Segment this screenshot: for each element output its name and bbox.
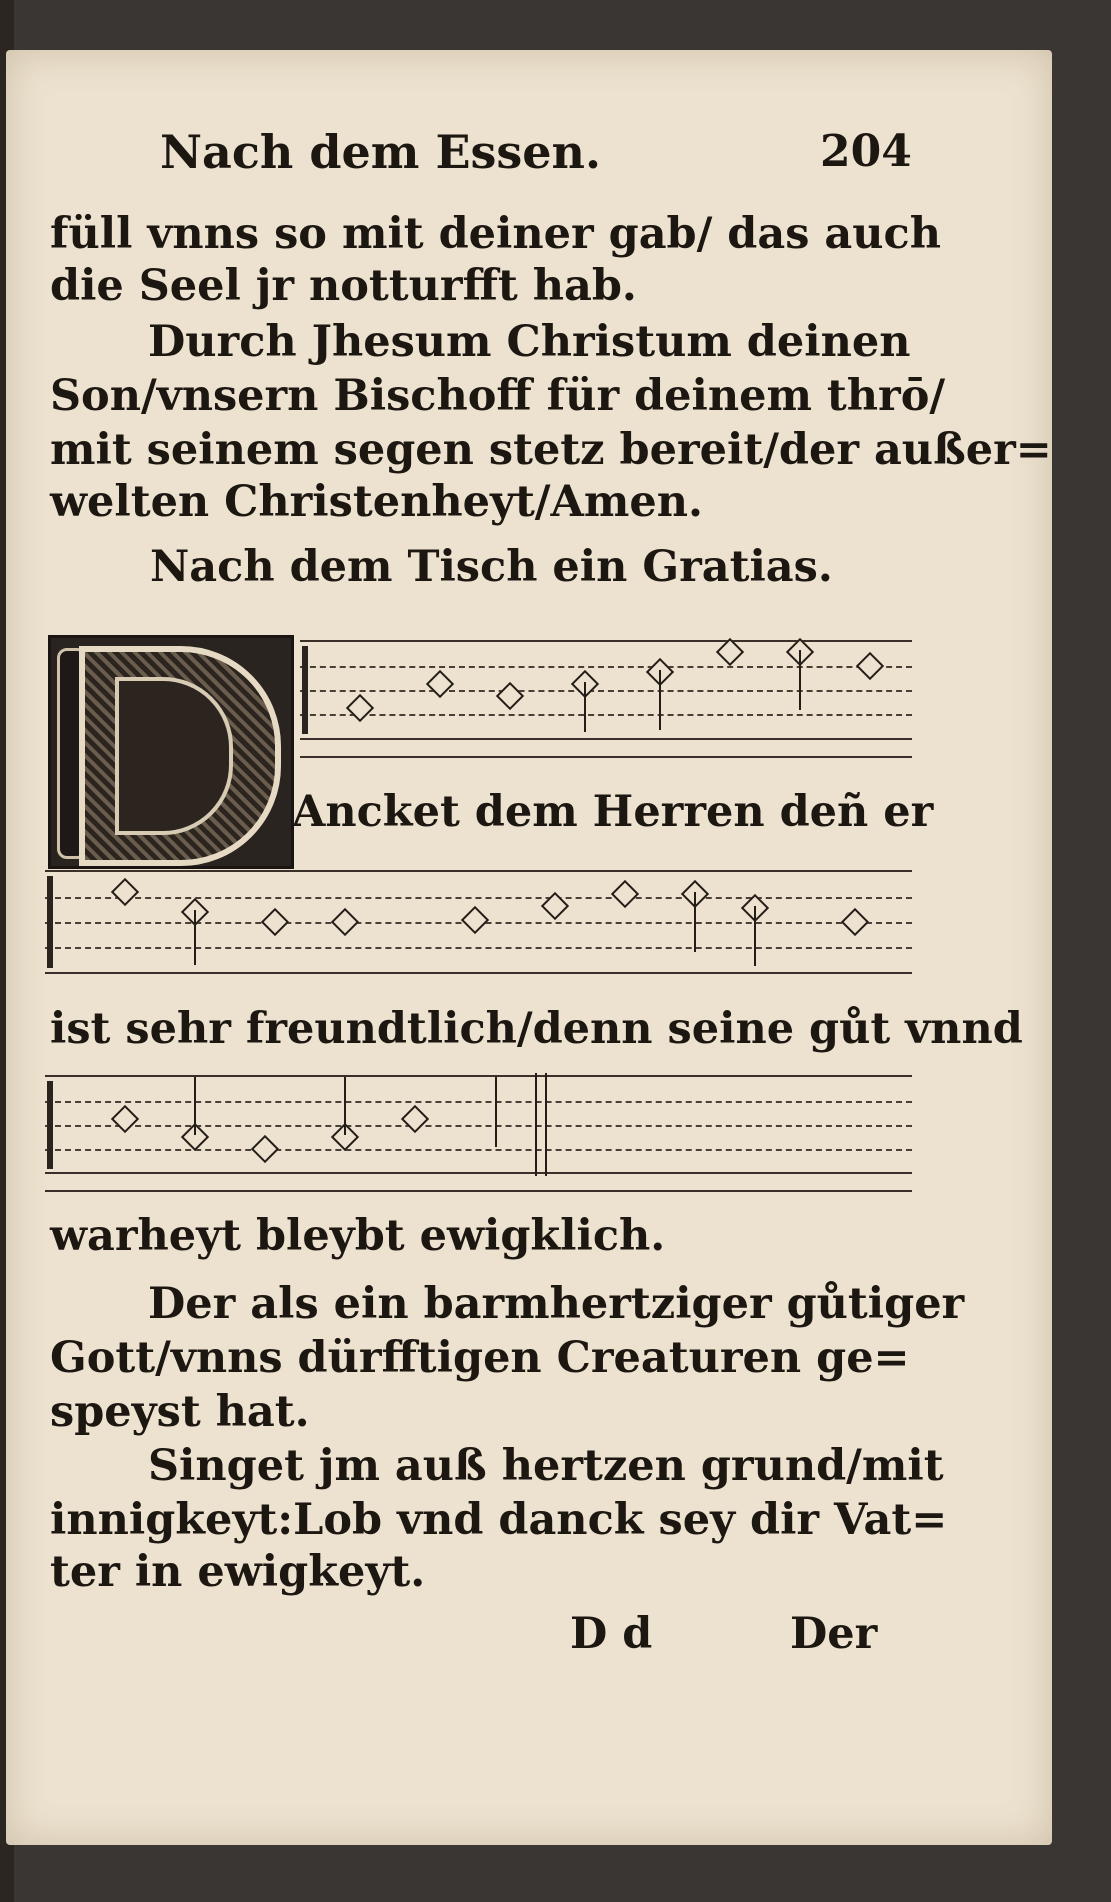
staff-rule	[300, 756, 912, 758]
decorated-initial-d	[48, 635, 294, 869]
text-line: Der als ein barmhertziger gůtiger	[148, 1279, 965, 1329]
text-line: ter in ewigkeyt.	[50, 1547, 426, 1597]
page-number: 204	[820, 126, 912, 177]
text-line: Singet jm auß hertzen grund/mit	[148, 1441, 944, 1491]
music-staff-2	[45, 870, 912, 974]
music-staff-3	[45, 1075, 912, 1174]
catchword: Der	[790, 1609, 878, 1659]
text-line: die Seel jr notturfft hab.	[50, 261, 637, 311]
text-line: Durch Jhesum Christum deinen	[148, 317, 911, 367]
lyric-line: ist sehr freundtlich/denn seine gůt vnnd	[50, 1004, 1023, 1054]
text-line: füll vnns so mit deiner gab/ das auch	[50, 209, 941, 259]
lyric-line: warheyt bleybt ewigklich.	[50, 1211, 666, 1261]
text-line: Son/vnsern Bischoff für deinem thrō/	[50, 371, 946, 421]
staff-rule	[45, 1190, 912, 1192]
section-heading: Nach dem Tisch ein Gratias.	[150, 542, 833, 592]
lyric-line: Ancket dem Herren deñ er	[292, 787, 934, 837]
music-staff-1	[300, 640, 912, 740]
text-line: innigkeyt:Lob vnd danck sey dir Vat=	[50, 1495, 948, 1545]
text-line: mit seinem segen stetz bereit/der außer=	[50, 425, 1052, 475]
text-line: speyst hat.	[50, 1387, 310, 1437]
running-head: Nach dem Essen.	[160, 125, 602, 179]
text-line: welten Christenheyt/Amen.	[50, 477, 703, 527]
signature-mark: D d	[570, 1609, 653, 1659]
text-line: Gott/vnns dürfftigen Creaturen ge=	[50, 1333, 910, 1383]
